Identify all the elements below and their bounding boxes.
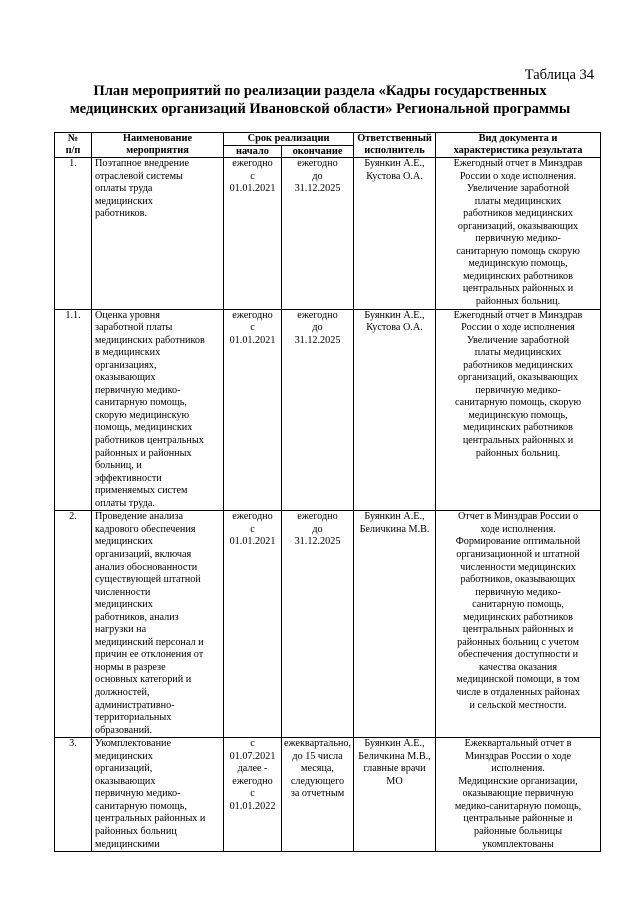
row-name: Проведение анализа кадрового обеспечения медицинских организаций, включая анализ обоснованности существующей штатной численности медицинских работников, анализ нагрузки на медицинский персонал и причин ее отклонения от нормы в разрезе основных категорий и должностей, административно- территориальных образований.	[92, 511, 224, 738]
row-result: Ежегодный отчет в Минздрав России о ходе исполнения. Увеличение заработной платы медицинских работников медицинских организаций, оказывающих первичную медико- санитарную помощь скорую медицинскую помощь, медицинских работников центральных районных и районных больниц.	[436, 158, 601, 310]
title-line-2: медицинских организаций Ивановской области» Региональной программы	[69, 101, 571, 117]
row-end: ежегодно до 31.12.2025	[282, 158, 354, 310]
header-responsible: Ответственный исполнитель	[354, 133, 436, 158]
row-responsible: Буянкин А.Е., Кустова О.А.	[354, 309, 436, 511]
row-num: 1.1.	[55, 309, 92, 511]
title-line-1: План мероприятий по реализации раздела «Кадры государственных	[93, 83, 547, 99]
row-start: с 01.07.2021 далее - ежегодно с 01.01.2022	[224, 738, 282, 852]
header-start: начало	[224, 145, 282, 158]
row-num: 1.	[55, 158, 92, 310]
table-row	[55, 158, 601, 310]
row-num: 2.	[55, 511, 92, 738]
row-responsible: Буянкин А.Е., Кустова О.А.	[354, 158, 436, 310]
header-num: № п/п	[55, 133, 92, 158]
row-result: Ежегодный отчет в Минздрав России о ходе исполнения Увеличение заработной платы медицинских работников медицинских организаций, оказывающих первичную медико- санитарную помощь, скорую медицинскую помощь, медицинских работников центральных районных и районных больниц.	[436, 309, 601, 511]
table-row	[55, 511, 601, 738]
row-result: Отчет в Минздрав России о ходе исполнения. Формирование оптимальной организационной и штатной численности медицинских работников, оказывающих первичную медико- санитарную помощь, медицинских работников центральных районных и районных больниц с учетом обеспечения доступности и качества оказания медицинской помощи, в том числе в отдаленных районах и сельской местности.	[436, 511, 601, 738]
row-responsible: Буянкин А.Е., Беличкина М.В.	[354, 511, 436, 738]
row-name: Поэтапное внедрение отраслевой системы оплаты труда медицинских работников.	[92, 158, 224, 310]
action-plan-table	[54, 132, 601, 852]
row-responsible: Буянкин А.Е., Беличкина М.В., главные врачи МО	[354, 738, 436, 852]
row-end: ежегодно до 31.12.2025	[282, 309, 354, 511]
row-result: Ежеквартальный отчет в Минздрав России о ходе исполнения. Медицинские организации, оказывающие первичную медико-санитарную помощь, центральные районные и районные больницы укомплектованы	[436, 738, 601, 852]
header-name: Наименование мероприятия	[92, 133, 224, 158]
header-period: Срок реализации	[224, 133, 354, 146]
row-name: Укомплектование медицинских организаций, оказывающих первичную медико- санитарную помощь, центральных районных и районных больниц медицинскими	[92, 738, 224, 852]
row-name: Оценка уровня заработной платы медицинских работников в медицинских организациях, оказывающих первичную медико- санитарную помощь, скорую медицинскую помощь, медицинских работников центральных районных и районных больниц, и эффективности применяемых систем оплаты труда.	[92, 309, 224, 511]
table-row	[55, 738, 601, 852]
document-title	[40, 82, 600, 118]
header-end: окончание	[282, 145, 354, 158]
row-start: ежегодно с 01.01.2021	[224, 158, 282, 310]
row-start: ежегодно с 01.01.2021	[224, 309, 282, 511]
row-end: ежегодно до 31.12.2025	[282, 511, 354, 738]
row-end: ежеквартально, до 15 числа месяца, следующего за отчетным	[282, 738, 354, 852]
header-result: Вид документа и характеристика результата	[436, 133, 601, 158]
row-num: 3.	[55, 738, 92, 852]
row-start: ежегодно с 01.01.2021	[224, 511, 282, 738]
table-row	[55, 309, 601, 511]
table-number: Таблица 34	[524, 67, 594, 83]
